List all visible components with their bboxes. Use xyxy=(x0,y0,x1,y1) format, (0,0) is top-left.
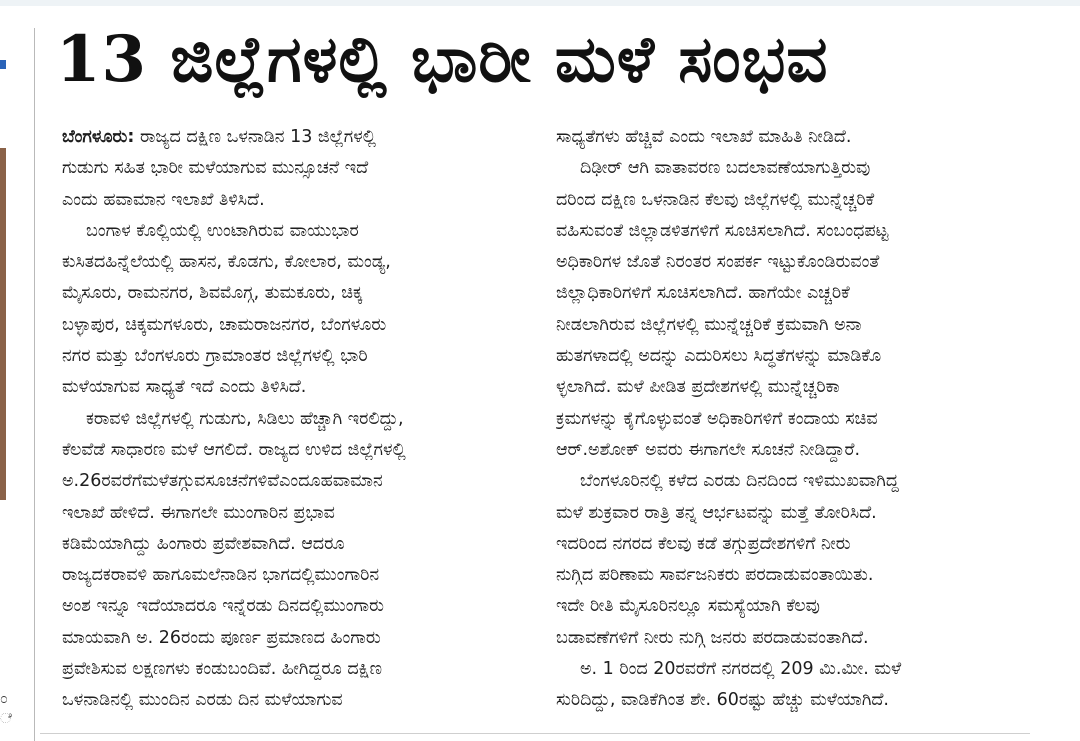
article-line: ಕರಾವಳಿ ಜಿಲ್ಲೆಗಳಲ್ಲಿ ಗುಡುಗು, ಸಿಡಿಲು ಹೆಚ್ಚಾಗಿ ಇರಲಿದ್ದು, xyxy=(86,408,404,429)
adjacent-text-fragment: ೆ xyxy=(0,711,12,727)
article-line: ಕಡಿಮೆಯಾಗಿದ್ದು ಹಿಂಗಾರು ಪ್ರವೇಶವಾಗಿದೆ. ಆದರೂ xyxy=(62,533,345,554)
article-line: ದರಿಂದ ದಕ್ಷಿಣ ಒಳನಾಡಿನ ಕೆಲವು ಜಿಲ್ಲೆಗಳಲ್ಲಿ ಮುನ್ನೆಚ್ಚರಿಕೆ xyxy=(556,189,875,210)
article-line: ಗುಡುಗು ಸಹಿತ ಭಾರೀ ಮಳೆಯಾಗುವ ಮುನ್ಸೂಚನೆ ಇದೆ xyxy=(62,158,369,179)
article-line: ಹುತಗಳಾದಲ್ಲಿ ಅದನ್ನು ಎದುರಿಸಲು ಸಿದ್ಧತೆಗಳನ್ನು ಮಾಡಿಕೊ xyxy=(556,346,882,367)
article-line: ವಹಿಸುವಂತೆ ಜಿಲ್ಲಾಡಳಿತಗಳಿಗೆ ಸೂಚಿಸಲಾಗಿದೆ. ಸಂಬಂಧಪಟ್ಟ xyxy=(556,220,889,241)
article-column-right xyxy=(556,122,1021,717)
article-line: ಅಂಶ ಇನ್ನೂ ಇದೆಯಾದರೂ ಇನ್ನೆರಡು ದಿನದಲ್ಲಿಮುಂಗಾರು xyxy=(62,596,384,617)
article-headline: 13 ಜಿಲ್ಲೆಗಳಲ್ಲಿ ಭಾರೀ ಮಳೆ ಸಂಭವ xyxy=(56,22,829,97)
article-line: ನುಗ್ಗಿದ ಪರಿಣಾಮ ಸಾರ್ವಜನಿಕರು ಪರದಾಡುವಂತಾಯಿತು. xyxy=(556,565,874,586)
article-line: ನಗರ ಮತ್ತು ಬೆಂಗಳೂರು ಗ್ರಾಮಾಂತರ ಜಿಲ್ಲೆಗಳಲ್ಲಿ ಭಾರಿ xyxy=(62,346,368,367)
adjacent-blue-marker xyxy=(0,60,6,69)
article-line xyxy=(62,122,532,153)
article-line: ರಾಜ್ಯದಕರಾವಳಿ ಹಾಗೂಮಲೆನಾಡಿನ ಭಾಗದಲ್ಲಿಮುಂಗಾರಿನ xyxy=(62,565,380,586)
article-line: ಇದರಿಂದ ನಗರದ ಕೆಲವು ಕಡೆ ತಗ್ಗುಪ್ರದೇಶಗಳಿಗೆ ನೀರು xyxy=(556,533,851,554)
article-line: ಎಂದು ಹವಾಮಾನ ಇಲಾಖೆ ತಿಳಿಸಿದೆ. xyxy=(62,189,265,210)
article-line: ಸಾಧ್ಯತೆಗಳು ಹೆಚ್ಚಿವೆ ಎಂದು ಇಲಾಖೆ ಮಾಹಿತಿ ನೀಡಿದೆ. xyxy=(556,127,852,147)
article-line: ಬಳ್ಳಾಪುರ, ಚಿಕ್ಕಮಗಳೂರು, ಚಾಮರಾಜನಗರ, ಬೆಂಗಳೂರು xyxy=(62,314,387,335)
article-line: ಜಿಲ್ಲಾಧಿಕಾರಿಗಳಿಗೆ ಸೂಚಿಸಲಾಗಿದೆ. ಹಾಗೆಯೇ ಎಚ್ಚರಿಕೆ xyxy=(556,283,850,304)
article-line: ಸುರಿದಿದ್ದು, ವಾಡಿಕೆಗಿಂತ ಶೇ. 60ರಷ್ಟು ಹೆಚ್ಚು ಮಳೆಯಾಗಿದೆ. xyxy=(556,690,889,711)
article-line: ಮಳೆ ಶುಕ್ರವಾರ ರಾತ್ರಿ ತನ್ನ ಆರ್ಭಟವನ್ನು ಮತ್ತೆ ತೋರಿಸಿದೆ. xyxy=(556,502,877,523)
column-divider xyxy=(34,28,35,741)
article-line: ಒಳನಾಡಿನಲ್ಲಿ ಮುಂದಿನ ಎರಡು ದಿನ ಮಳೆಯಾಗುವ xyxy=(62,690,343,711)
article-line: ಬಡಾವಣೆಗಳಿಗೆ ನೀರು ನುಗ್ಗಿ ಜನರು ಪರದಾಡುವಂತಾಗಿದೆ. xyxy=(556,627,869,648)
article-line: ಮೈಸೂರು, ರಾಮನಗರ, ಶಿವಮೊಗ್ಗ, ತುಮಕೂರು, ಚಿಕ್ಕ xyxy=(62,283,363,304)
article-line: ಕೆಲವೆಡೆ ಸಾಧಾರಣ ಮಳೆ ಆಗಲಿದೆ. ರಾಜ್ಯದ ಉಳಿದ ಜಿಲ್ಲೆಗಳಲ್ಲಿ xyxy=(62,439,406,460)
article-line: ನೀಡಲಾಗಿರುವ ಜಿಲ್ಲೆಗಳಲ್ಲಿ ಮುನ್ನೆಚ್ಚರಿಕೆ ಕ್ರಮವಾಗಿ ಅನಾ xyxy=(556,314,862,335)
article-line: ಇಲಾಖೆ ಹೇಳಿದೆ. ಈಗಾಗಲೇ ಮುಂಗಾರಿನ ಪ್ರಭಾವ xyxy=(62,502,335,523)
article-line: ಇದೇ ರೀತಿ ಮೈಸೂರಿನಲ್ಲೂ ಸಮಸ್ಯೆಯಾಗಿ ಕೆಲವು xyxy=(556,596,820,617)
article-line: ಮಳೆಯಾಗುವ ಸಾಧ್ಯತೆ ಇದೆ ಎಂದು ತಿಳಿಸಿದೆ. xyxy=(62,377,307,398)
article-line: ಬೆಂಗಳೂರಿನಲ್ಲಿ ಕಳೆದ ಎರಡು ದಿನದಿಂದ ಇಳಿಮುಖವಾಗಿದ್ದ xyxy=(580,471,899,492)
article-line: ದಿಢೀರ್ ಆಗಿ ವಾತಾವರಣ ಬದಲಾವಣೆಯಾಗುತ್ತಿರುವು xyxy=(580,158,871,179)
article-line: ಕ್ರಮಗಳನ್ನು ಕೈಗೊಳ್ಳುವಂತೆ ಅಧಿಕಾರಿಗಳಿಗೆ ಕಂದಾಯ ಸಚಿವ xyxy=(556,408,878,429)
adjacent-text-fragment: ೦ xyxy=(0,691,8,707)
article-line: ಅಧಿಕಾರಿಗಳ ಜೊತೆ ನಿರಂತರ ಸಂಪರ್ಕ ಇಟ್ಟುಕೊಂಡಿರುವಂತೆ xyxy=(556,252,880,273)
article-line: ಬಂಗಾಳ ಕೊಲ್ಲಿಯಲ್ಲಿ ಉಂಟಾಗಿರುವ ವಾಯುಭಾರ xyxy=(86,220,359,241)
top-strip xyxy=(0,0,1080,6)
article-line: ಅ.26ರವರೆಗೆಮಳೆತಗ್ಗುವಸೂಚನೆಗಳಿವೆಎಂದೂಹವಾಮಾನ xyxy=(62,471,383,492)
adjacent-photo-edge xyxy=(0,148,6,500)
article-line: ಪ್ರವೇಶಿಸುವ ಲಕ್ಷಣಗಳು ಕಂಡುಬಂದಿವೆ. ಹೀಗಿದ್ದರೂ ದಕ್ಷಿಣ xyxy=(62,659,382,680)
article-line: ಆರ್.ಅಶೋಕ್ ಅವರು ಈಗಾಗಲೇ ಸೂಚನೆ ನೀಡಿದ್ದಾರೆ. xyxy=(556,439,861,460)
bottom-rule xyxy=(40,733,1030,734)
article-column-left xyxy=(62,122,532,717)
article-line: ಅ. 1 ರಿಂದ 20ರವರೆಗೆ ನಗರದಲ್ಲಿ 209 ಮಿ.ಮೀ. ಮಳೆ xyxy=(580,659,902,680)
article-line: ಳ್ಳಲಾಗಿದೆ. ಮಳೆ ಪೀಡಿತ ಪ್ರದೇಶಗಳಲ್ಲಿ ಮುನ್ನೆಚ್ಚರಿಕಾ xyxy=(556,377,840,398)
article-line: ಮಾಯವಾಗಿ ಅ. 26ರಂದು ಪೂರ್ಣ ಪ್ರಮಾಣದ ಹಿಂಗಾರು xyxy=(62,627,381,648)
article-line-text: ರಾಜ್ಯದ ದಕ್ಷಿಣ ಒಳನಾಡಿನ 13 ಜಿಲ್ಲೆಗಳಲ್ಲಿ xyxy=(134,127,376,147)
article-line: ಕುಸಿತದಹಿನ್ನೆಲೆಯಲ್ಲಿ ಹಾಸನ, ಕೊಡಗು, ಕೋಲಾರ, ಮಂಡ್ಯ, xyxy=(62,252,391,273)
dateline: ಬೆಂಗಳೂರು: xyxy=(62,127,135,147)
